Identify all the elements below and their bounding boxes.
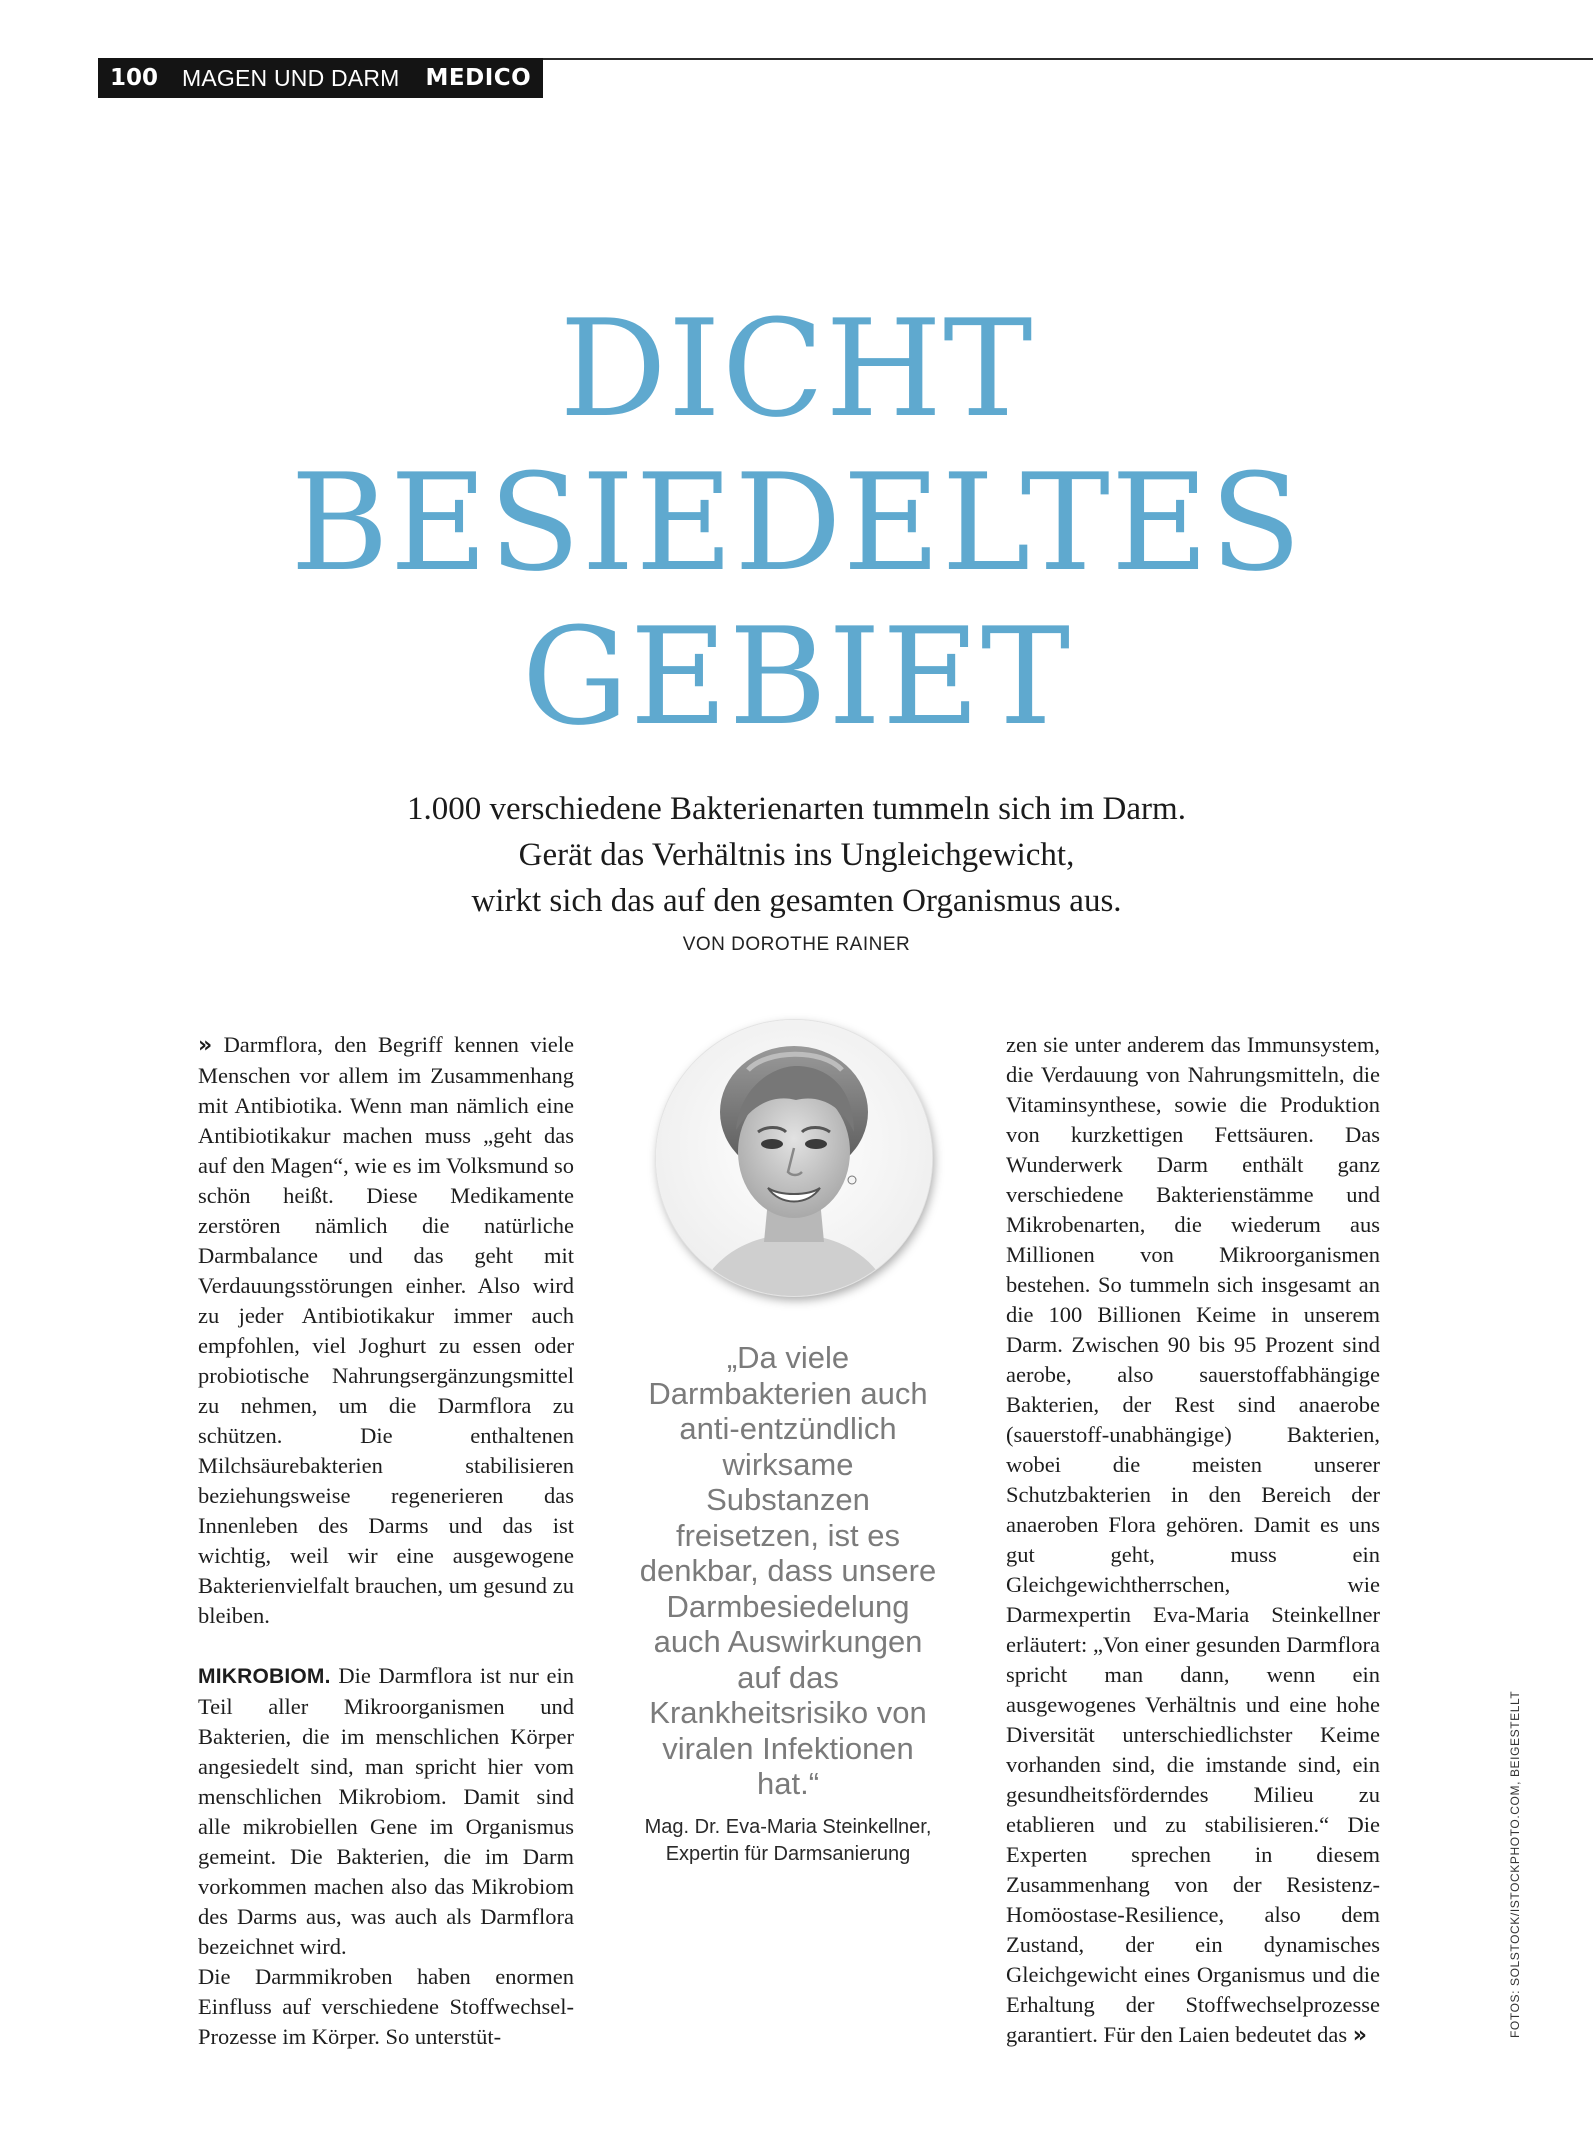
headline [0,292,1593,754]
quote-line: denkbar, dass unsere [639,1553,937,1588]
paragraph-text: Darmflora, den Begriff kennen viele Menschen vor allem im Zusammenhang mit Antibiotika. Wenn man nämlich eine Antibiotikakur machen muss „geht das auf den Magen“, wie es im Volksmund so schön heißt. Diese Medikamente zerstören nämlich die natürliche Darmbalance und das geht mit Verdauungsstörungen einher. Also wird zu jeder Antibiotikakur immer auch empfohlen, viel Joghurt zu essen oder probiotische Nahrungsergänzungsmittel zu nehmen, um die Darmflora zu schützen. Die enthaltenen Milchsäurebakterien stabilisieren beziehungsweise regenerieren das Innenleben des Darms und das ist wichtig, weil wir eine ausgewogene Bakterienvielfalt brauchen, um gesund zu bleiben. [198,1032,574,1628]
paragraph-text: zen sie unter anderem das Immunsystem, die Verdauung von Nahrungsmitteln, die Vitaminsynthese, sowie die Produktion von kurzkettigen Fettsäuren. Das Wunderwerk Darm enthält ganz verschiedene Bakterienstämme und Mikrobenarten, die wiederum aus Millionen von Mikroorganismen bestehen. So tummeln sich insgesamt an die 100 Billionen Keime in unserem Darm. Zwischen 90 bis 95 Prozent sind aerobe, also sauerstoffabhängige Bakterien, der Rest sind anaerobe (sauerstoff-unabhängige) Bakterien, wobei die meisten unserer Schutzbakterien in den Bereich der anaeroben Flora gehören. Damit es uns gut geht, muss ein Gleichgewichtherrschen, wie Darmexpertin Eva-Maria Steinkellner erläutert: „Von einer gesunden Darmflora spricht man dann, wenn ein ausgewogenes Verhältnis und eine hohe Diversität unterschiedlichster Keime vorhanden sind, die imstande sind, ein gesundheitsförderndes Milieu zu etablieren und zu stabilisieren.“ Die Experten sprechen in diesem Zusammenhang von der Resistenz-Homöostase-Resilience, also dem Zustand, der ein dynamisches Gleichgewicht eines Organismus und die Erhaltung der Stoffwechselprozesse garantiert. Für den Laien bedeutet das [1006,1032,1380,2047]
subhead: MIKROBIOM. [198,1665,331,1688]
expert-portrait [656,1020,932,1296]
quote-line: freisetzen, ist es [676,1517,900,1553]
portrait-illustration [656,1020,932,1296]
quote-line: „Da viele [726,1340,850,1375]
quote-line: auf das [737,1659,839,1695]
start-marker-icon: » [198,1033,213,1058]
quote-line: auch Auswirkungen [653,1624,923,1659]
headline-line: GEBIET [521,599,1072,755]
quote-line: wirksame [722,1446,854,1482]
paragraph-text: Die Darmflora ist nur ein Teil aller Mikroorganismen und Bakterien, die im menschlichen Körper angesiedelt sind, man spricht hier vom menschlichen Mikrobiom. Damit sind alle mikrobiellen Gene im Organismus gemeint. Die Bakterien, die im Darm vorkommen machen also das Mikrobiom des Darms aus, was auch als Darmflora bezeichnet wird. [198,1663,574,1959]
headline-line: BESIEDELTES [290,445,1303,601]
photo-credit: FOTOS: SOLSTOCK/ISTOCKPHOTO.COM, BEIGESTELLT [1508,1690,1522,2038]
deck [0,786,1593,924]
quote-source-title: Expertin für Darmsanierung [665,1843,911,1865]
quote-line: Substanzen [706,1482,870,1517]
quote-attribution [618,1814,958,1868]
quote-line: Darmbesiedelung [666,1588,910,1624]
magazine-label: MEDICO [425,65,532,91]
page-number: 100 [110,65,159,91]
headline-line: DICHT [559,291,1034,447]
section-label: MAGEN UND DARM [182,64,400,91]
body-paragraph [198,1661,574,1962]
page-header [98,58,543,98]
paragraph-gap [198,1631,574,1661]
body-column-right [1006,1030,1380,2051]
quote-line: hat.“ [756,1766,820,1801]
byline: VON DOROTHE RAINER [682,934,911,955]
pull-quote [618,1340,958,1802]
quote-line: anti-entzündlich [679,1411,897,1446]
quote-line: viralen Infektionen [662,1730,914,1766]
deck-line: Gerät das Verhältnis ins Ungleichgewicht, [518,837,1075,873]
body-paragraph [198,1962,574,2052]
body-paragraph [1006,1030,1380,2051]
continue-marker-icon: » [1352,2023,1367,2048]
deck-line: 1.000 verschiedene Bakterienarten tummeln sich im Darm. [407,791,1186,827]
body-paragraph [198,1030,574,1631]
body-column-left [198,1030,574,2052]
paragraph-text: Die Darmmikroben haben enormen Einfluss auf verschiedene Stoffwechsel-Prozesse im Körper. So unterstüt- [198,1964,574,2049]
quote-line: Krankheitsrisiko von [649,1695,927,1730]
quote-source-name: Mag. Dr. Eva-Maria Steinkellner, [644,1816,932,1838]
quote-line: Darmbakterien auch [648,1375,928,1411]
deck-line: wirkt sich das auf den gesamten Organismus aus. [471,883,1122,919]
